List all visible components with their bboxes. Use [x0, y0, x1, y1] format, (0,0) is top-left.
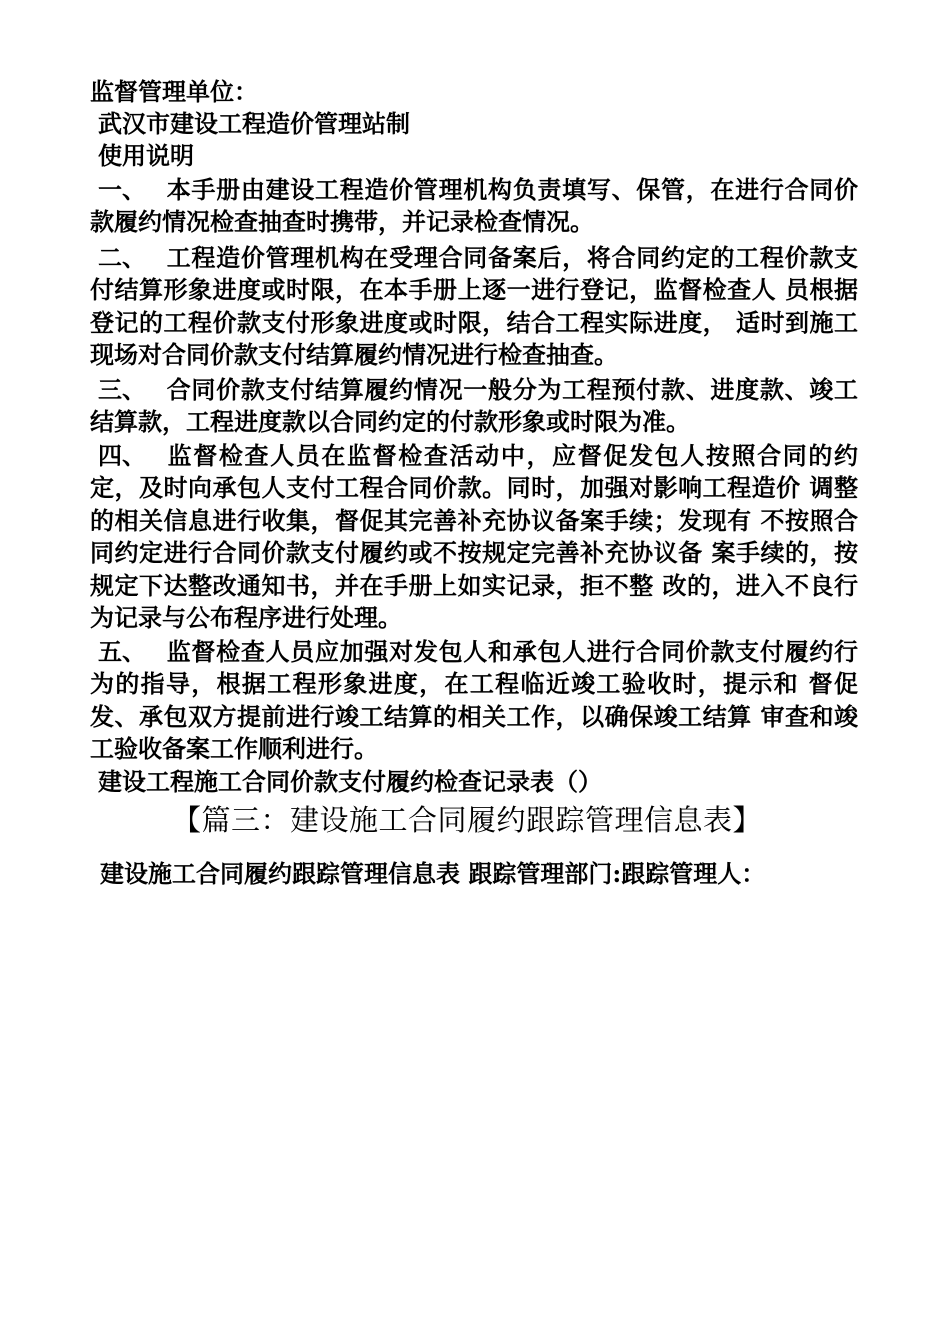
instruction-item-1	[90, 174, 858, 239]
item-number: 三、	[98, 375, 146, 404]
item-text: 监督检查人员应加强对发包人和承包人进行合同价款支付履约行为的指导，根据工程形象进度，在工程临近竣工验收时，提示和 督促发、承包双方提前进行竣工结算的相关工作，以确保竣工结算 审查和竣工验收备案工作顺利进行。	[90, 637, 858, 764]
instructions-title: 使用说明	[98, 141, 194, 170]
item-number: 二、	[98, 243, 146, 272]
instruction-item-2	[90, 242, 858, 372]
instruction-item-3	[90, 374, 858, 439]
section-title: 【篇三：建设施工合同履约跟踪管理信息表】	[172, 803, 763, 837]
instruction-item-5	[90, 636, 858, 766]
issuer-line: 武汉市建设工程造价管理站制	[98, 109, 410, 138]
item-text: 本手册由建设工程造价管理机构负责填写、保管，在进行合同价款履约情况检查抽查时携带，并记录检查情况。	[90, 175, 858, 237]
item-text: 工程造价管理机构在受理合同备案后，将合同约定的工程价款支付结算形象进度或时限，在本手册上逐一进行登记，监督检查人 员根据登记的工程价款支付形象进度或时限，结合工程实际进度， 适时到施工现场对合同价款支付结算履约情况进行检查抽查。	[90, 243, 858, 370]
item-number: 一、	[98, 175, 146, 204]
instruction-item-4	[90, 440, 858, 634]
record-table-title: 建设工程施工合同价款支付履约检查记录表（）	[98, 767, 602, 796]
supervisor-unit-label: 监督管理单位：	[90, 77, 258, 106]
item-text: 监督检查人员在监督检查活动中，应督促发包人按照合同的约定，及时向承包人支付工程合同价款。同时，加强对影响工程造价 调整的相关信息进行收集，督促其完善补充协议备案手续；发现有 不按照合同约定进行合同价款支付履约或不按规定完善补充协议备 案手续的，按规定下达整改通知书，并在手册上如实记录，拒不整 改的，进入不良行为记录与公布程序进行处理。	[90, 441, 858, 633]
item-number: 五、	[98, 637, 146, 666]
tracking-info-line: 建设施工合同履约跟踪管理信息表 跟踪管理部门:跟踪管理人：	[100, 859, 766, 888]
item-text: 合同价款支付结算履约情况一般分为工程预付款、进度款、竣工结算款，工程进度款以合同约定的付款形象或时限为准。	[90, 375, 858, 437]
item-number: 四、	[98, 441, 146, 470]
